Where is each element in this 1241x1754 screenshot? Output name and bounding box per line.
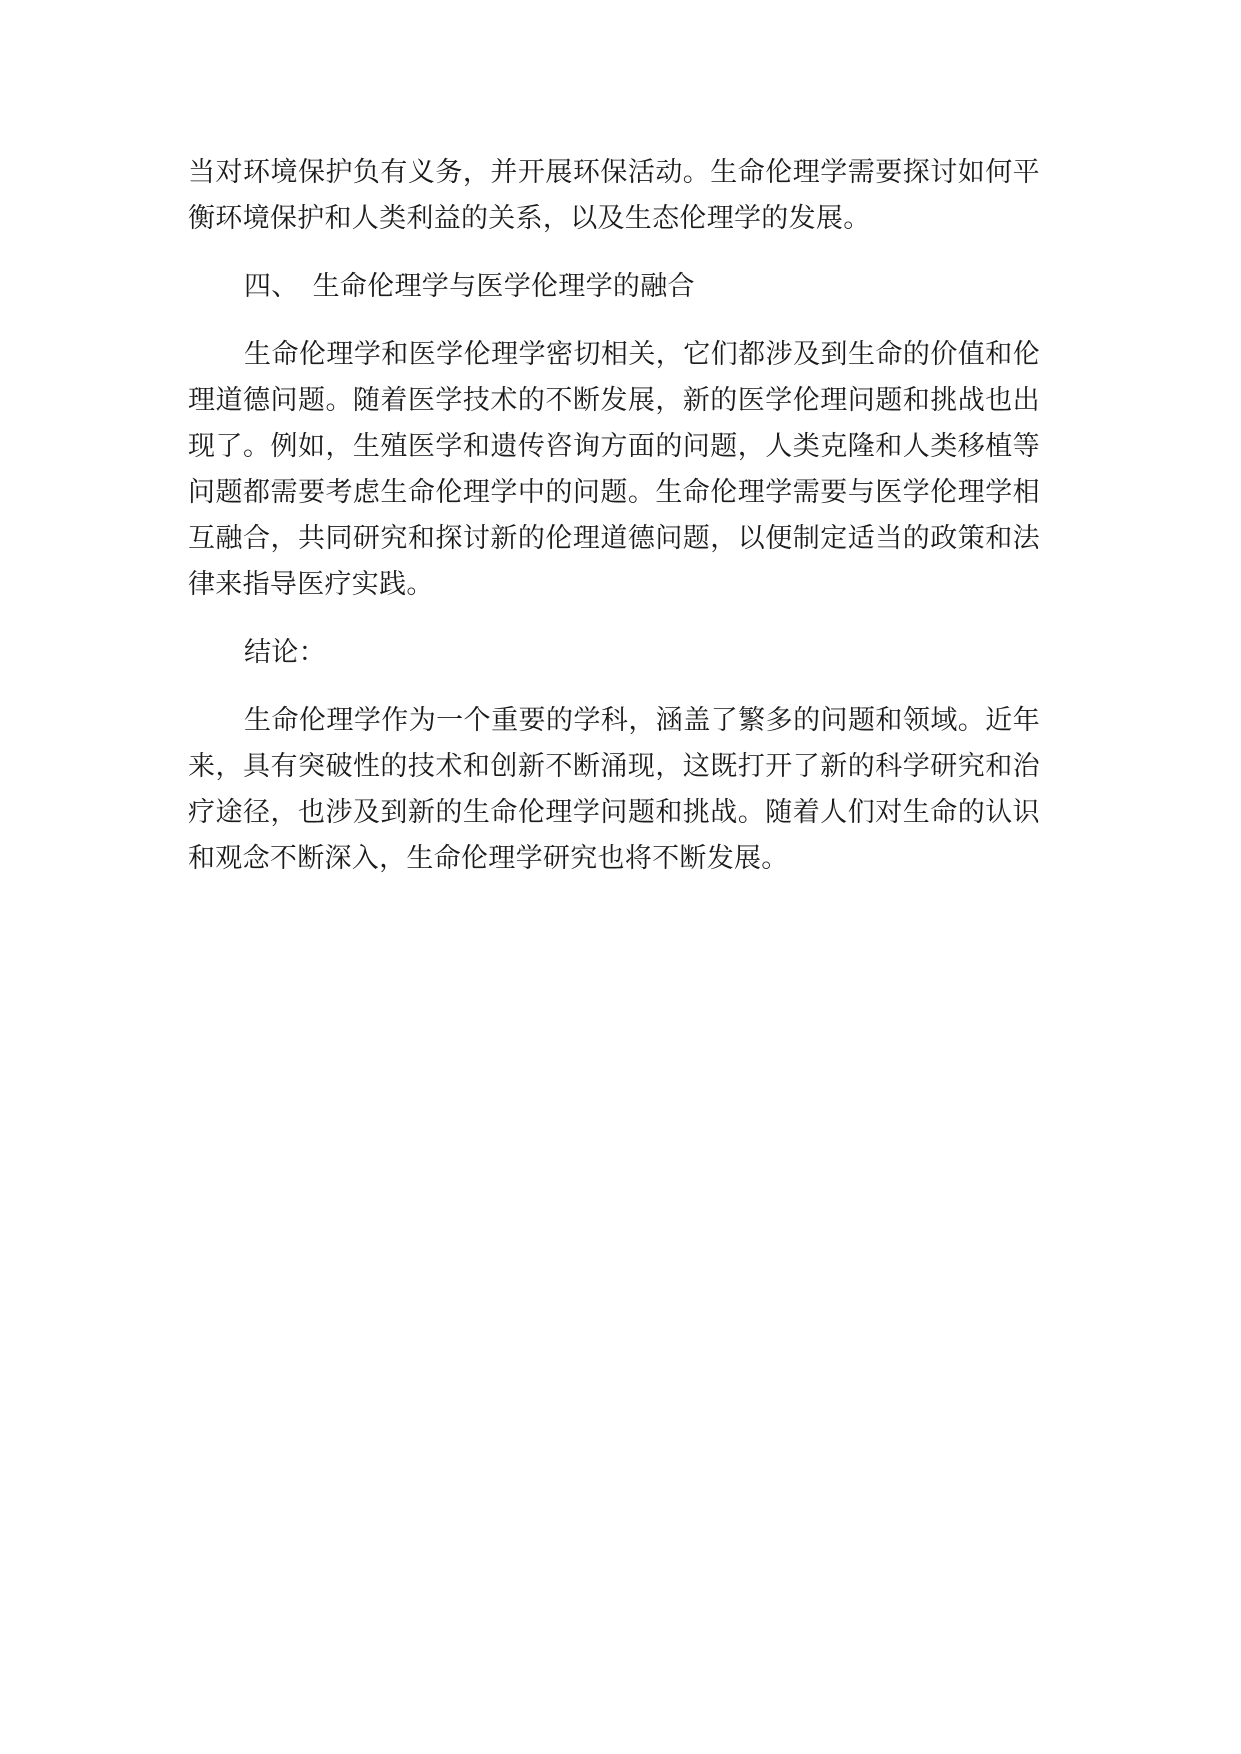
section-number: 四、	[244, 271, 299, 302]
paragraph-conclusion: 生命伦理学作为一个重要的学科，涵盖了繁多的问题和领域。近年来，具有突破性的技术和创新不断涌现，这既打开了新的科学研究和治疗途径，也涉及到新的生命伦理学问题和挑战。随着人们对生命的认识和观念不断深入，生命伦理学研究也将不断发展。	[188, 705, 1040, 874]
paragraph-environment: 当对环境保护负有义务，并开展环保活动。生命伦理学需要探讨如何平衡环境保护和人类利益的关系，以及生态伦理学的发展。	[188, 157, 1040, 234]
paragraph-medical-ethics: 生命伦理学和医学伦理学密切相关，它们都涉及到生命的价值和伦理道德问题。随着医学技术的不断发展，新的医学伦理问题和挑战也出现了。例如，生殖医学和遗传咨询方面的问题，人类克隆和人类移植等问题都需要考虑生命伦理学中的问题。生命伦理学需要与医学伦理学相互融合，共同研究和探讨新的伦理道德问题，以便制定适当的政策和法律来指导医疗实践。	[188, 339, 1040, 600]
section-title: 生命伦理学与医学伦理学的融合	[312, 271, 695, 302]
section-heading-4	[188, 264, 1040, 310]
document-body	[188, 150, 1040, 904]
conclusion-heading: 结论：	[244, 637, 326, 668]
